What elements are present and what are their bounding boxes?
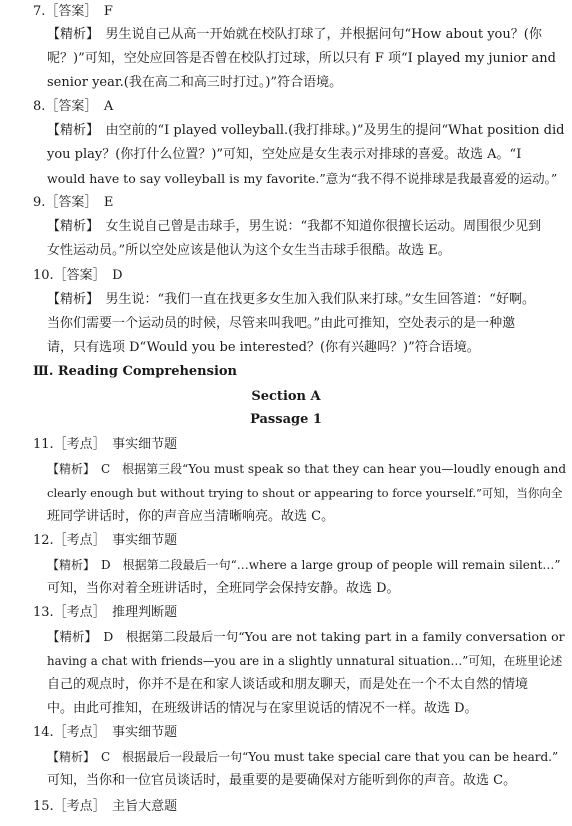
q7-analysis-line3: senior year.(我在高二和高三时打过。)”符合语境。: [47, 75, 343, 90]
q12-point: 12.［考点］ 事实细节题: [33, 533, 178, 548]
q9-analysis-line2: 女性运动员。”所以空处应该是他认为这个女生当击球手很酷。故选 E。: [47, 243, 451, 258]
q13-point: 13.［考点］ 推理判断题: [33, 605, 178, 620]
q12-analysis-line1: 【精析】 D 根据第二段最后一句“…where a large group of people will remain silent…”: [47, 558, 561, 572]
q9-analysis-line1: 【精析】 女生说自己曾是击球手，男生说：“我都不知道你很擅长运动。周围很少见到: [47, 219, 542, 234]
q11-analysis-line1: 【精析】 C 根据第三段“You must speak so that they can hear you—loudly enough and: [47, 462, 566, 476]
q13-analysis-line4: 中。由此可推知，在班级讲话的情况与在家里说话的情况不一样。故选 D。: [47, 701, 478, 716]
q7-analysis-line2: 呢？)”可知，空处应回答是否曾在校队打过球，所以只有 F 项“I played my junior and: [47, 51, 556, 66]
q14-point: 14.［考点］ 事实细节题: [33, 725, 178, 740]
q15-point: 15.［考点］ 主旨大意题: [33, 799, 178, 814]
q14-analysis-line2: 可知，当你和一位官员谈话时，最重要的是要确保对方能听到你的声音。故选 C。: [47, 773, 517, 788]
q8-analysis-line1: 【精析】 由空前的“I played volleyball.(我打排球。)”及男生的提问“What position did: [47, 123, 565, 138]
q10-analysis-line1: 【精析】 男生说：“我们一直在找更多女生加入我们队来打球。”女生回答道：“好啊。: [47, 292, 535, 307]
q9-answer: 9.［答案］ E: [33, 195, 114, 210]
q14-analysis-line1: 【精析】 C 根据最后一段最后一句“You must take special care that you can be heard.”: [47, 750, 559, 764]
q11-analysis-line2: clearly enough but without trying to shout or appearing to force yourself.”可知，当你向全: [47, 486, 563, 500]
q13-analysis-line1: 【精析】 D 根据第二段最后一句“You are not taking part in a family conversation or: [47, 629, 565, 644]
q13-analysis-line3: 自己的观点时，你并不是在和家人谈话或和朋友聊天，而是处在一个不太自然的情境: [47, 677, 529, 692]
passage-1-title: Passage 1: [250, 412, 322, 427]
q10-analysis-line3: 请，只有选项 D“Would you be interested？(你有兴趣吗？)”符合语境。: [47, 340, 480, 355]
q13-analysis-line2: having a chat with friends—you are in a slightly unnatural situation…”可知，在班里论述: [47, 654, 563, 668]
q7-answer: 7.［答案］ F: [33, 4, 113, 19]
q7-analysis-line1: 【精析】 男生说自己从高一开始就在校队打球了，并根据问句“How about you？(你: [47, 27, 542, 42]
q8-analysis-line2: you play？(你打什么位置？)”可知，空处应是女生表示对排球的喜爱。故选 A。“I: [47, 147, 522, 162]
q8-answer: 8.［答案］ A: [33, 99, 114, 114]
q10-answer: 10.［答案］ D: [33, 268, 123, 283]
q11-point: 11.［考点］ 事实细节题: [33, 437, 178, 452]
q12-analysis-line2: 可知，当你对着全班讲话时，全班同学会保持安静。故选 D。: [47, 581, 400, 596]
q8-analysis-line3: would have to say volleyball is my favorite.”意为“我不得不说排球是我最喜爱的运动。”: [47, 171, 558, 186]
section-a-title: Section A: [251, 389, 321, 404]
section-heading-reading: Ⅲ. Reading Comprehension: [33, 364, 238, 379]
q10-analysis-line2: 当你们需要一个运动员的时候，尽管来叫我吧。”由此可推知，空处表示的是一种邀: [47, 316, 516, 331]
q11-analysis-line3: 班同学讲话时，你的声音应当清晰响亮。故选 C。: [47, 509, 335, 524]
